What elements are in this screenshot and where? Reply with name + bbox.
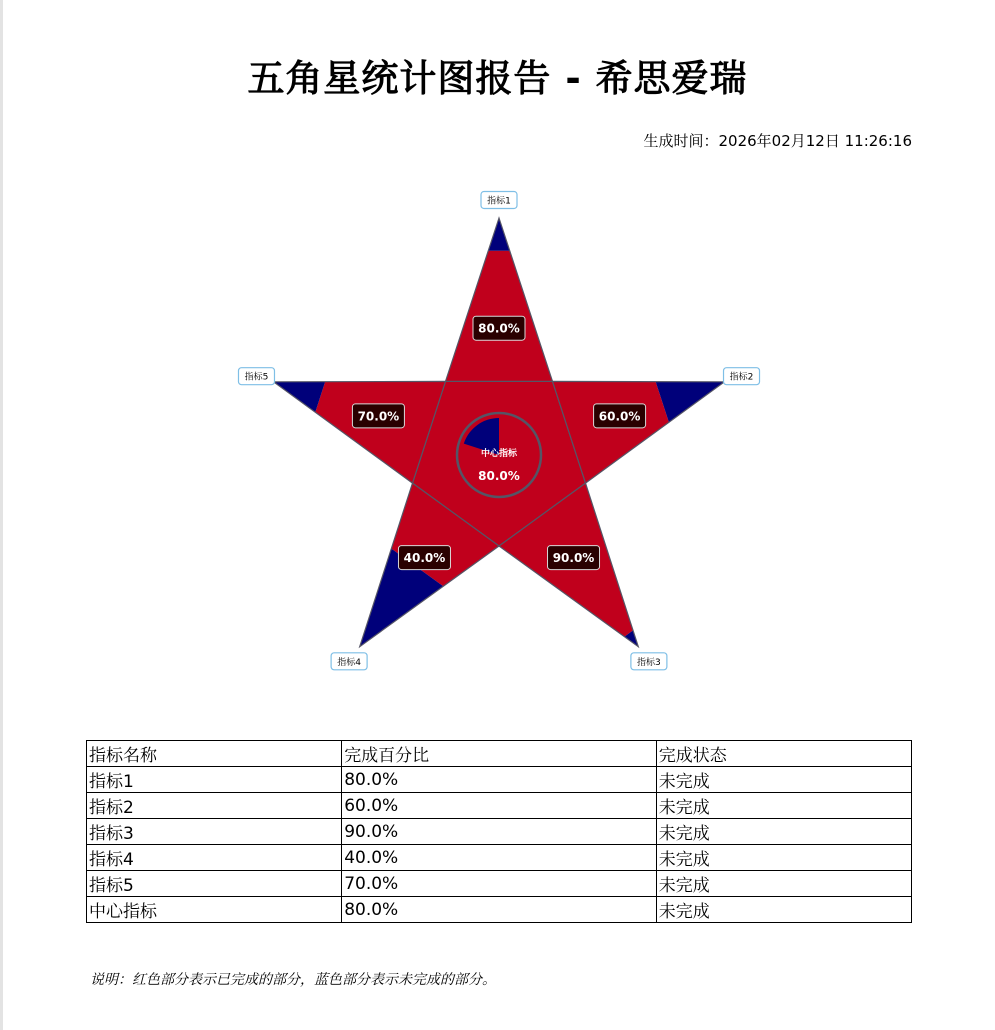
value-label-5 [352,404,404,428]
value-label-text: 80.0% [478,321,520,336]
axis-label-5 [238,368,274,385]
value-label-text: 40.0% [403,551,446,566]
value-label-text: 70.0% [357,409,400,424]
axis-label-text: 指标2 [729,372,754,383]
axis-label-text: 指标3 [637,657,661,668]
cell-name: 指标3 [87,819,342,845]
axis-label-1 [481,192,517,209]
value-label-text: 90.0% [552,551,595,566]
cell-status: 未完成 [656,845,911,871]
cell-status: 未完成 [656,767,911,793]
table-header-row [87,741,912,767]
cell-percent: 90.0% [342,819,657,845]
table-row [87,819,912,845]
value-label-3 [548,546,600,570]
axis-label-text: 指标1 [487,196,511,207]
value-label-text: 60.0% [598,409,641,424]
center-name-label: 中心指标 [480,449,518,459]
cell-status: 未完成 [656,871,911,897]
table-row [87,845,912,871]
table-row [87,793,912,819]
report-title: 五角星统计图报告 - 希思爱瑞 [247,57,748,100]
cell-percent: 70.0% [342,871,657,897]
cell-status: 未完成 [656,897,911,923]
axis-label-4 [331,653,367,670]
cell-percent: 80.0% [342,767,657,793]
cell-name: 中心指标 [87,897,342,923]
header-name: 指标名称 [87,741,342,767]
cell-percent: 80.0% [342,897,657,923]
header-percent: 完成百分比 [342,741,657,767]
data-table [86,740,912,923]
value-label-1 [473,316,525,340]
cell-percent: 60.0% [342,793,657,819]
cell-status: 未完成 [656,819,911,845]
table-row [87,897,912,923]
header-status: 完成状态 [656,741,911,767]
table-row [87,871,912,897]
axis-label-3 [631,653,667,670]
cell-status: 未完成 [656,793,911,819]
value-label-4 [398,546,450,570]
axis-label-2 [724,368,760,385]
cell-name: 指标1 [87,767,342,793]
value-label-2 [594,404,646,428]
axis-label-text: 指标4 [337,657,361,668]
cell-name: 指标5 [87,871,342,897]
arm-1-remaining [488,218,509,251]
axis-label-text: 指标5 [244,372,269,383]
center-value-label: 80.0% [478,469,520,483]
table-row [87,767,912,793]
generated-time: 生成时间：2026年02月12日 11:26:16 [643,132,912,150]
cell-percent: 40.0% [342,845,657,871]
cell-name: 指标4 [87,845,342,871]
legend-note: 说明：红色部分表示已完成的部分，蓝色部分表示未完成的部分。 [90,972,496,988]
cell-name: 指标2 [87,793,342,819]
